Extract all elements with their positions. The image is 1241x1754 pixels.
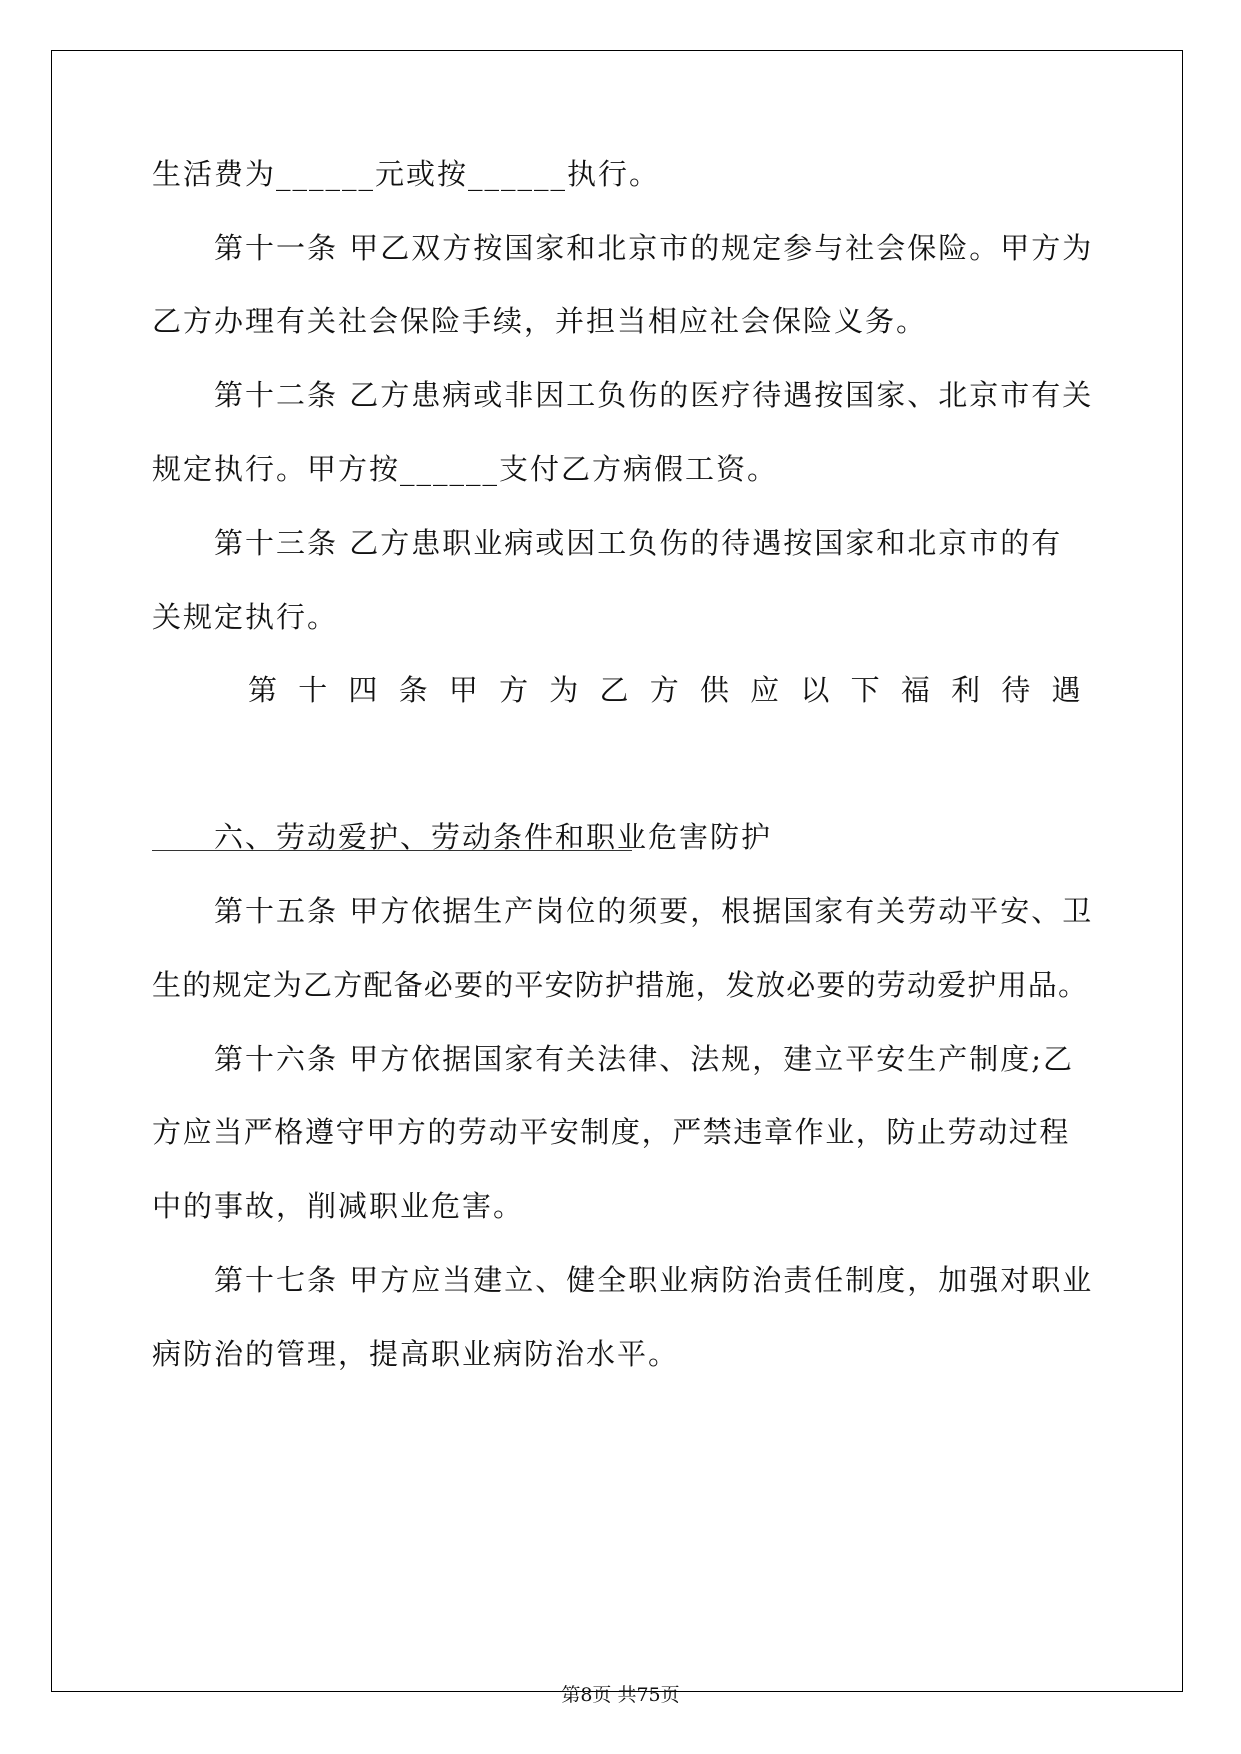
text-line: 规定执行。甲方按______支付乙方病假工资。 xyxy=(152,452,779,486)
article-15-line: 第十五条 甲方依据生产岗位的须要，根据国家有关劳动平安、卫 xyxy=(214,894,1094,928)
article-13-line: 第十三条 乙方患职业病或因工负伤的待遇按国家和北京市的有 xyxy=(214,526,1063,560)
page-number: 第8页 共75页 xyxy=(561,1684,680,1706)
page-border xyxy=(51,50,1183,1692)
text-line: 关规定执行。 xyxy=(152,600,339,634)
text-line: 病防治的管理，提高职业病防治水平。 xyxy=(152,1337,680,1371)
text-line: 乙方办理有关社会保险手续，并担当相应社会保险义务。 xyxy=(152,304,928,338)
article-16-line: 第十六条 甲方依据国家有关法律、法规，建立平安生产制度;乙 xyxy=(214,1042,1074,1076)
article-14-line: 第 十 四 条 甲 方 为 乙 方 供 应 以 下 福 利 待 遇 xyxy=(248,673,1087,707)
blank-fill-line xyxy=(152,850,632,851)
text-line: 中的事故，削减职业危害。 xyxy=(152,1189,525,1223)
article-11-line: 第十一条 甲乙双方按国家和北京市的规定参与社会保险。甲方为 xyxy=(214,231,1094,265)
article-17-line: 第十七条 甲方应当建立、健全职业病防治责任制度，加强对职业 xyxy=(214,1263,1094,1297)
text-line: 生活费为______元或按______执行。 xyxy=(152,157,661,191)
section-heading: 六、劳动爱护、劳动条件和职业危害防护 xyxy=(214,820,773,854)
text-line: 生的规定为乙方配备必要的平安防护措施，发放必要的劳动爱护用品。 xyxy=(152,968,1089,1002)
text-line: 方应当严格遵守甲方的劳动平安制度，严禁违章作业，防止劳动过程 xyxy=(152,1115,1071,1149)
article-12-line: 第十二条 乙方患病或非因工负伤的医疗待遇按国家、北京市有关 xyxy=(214,378,1094,412)
